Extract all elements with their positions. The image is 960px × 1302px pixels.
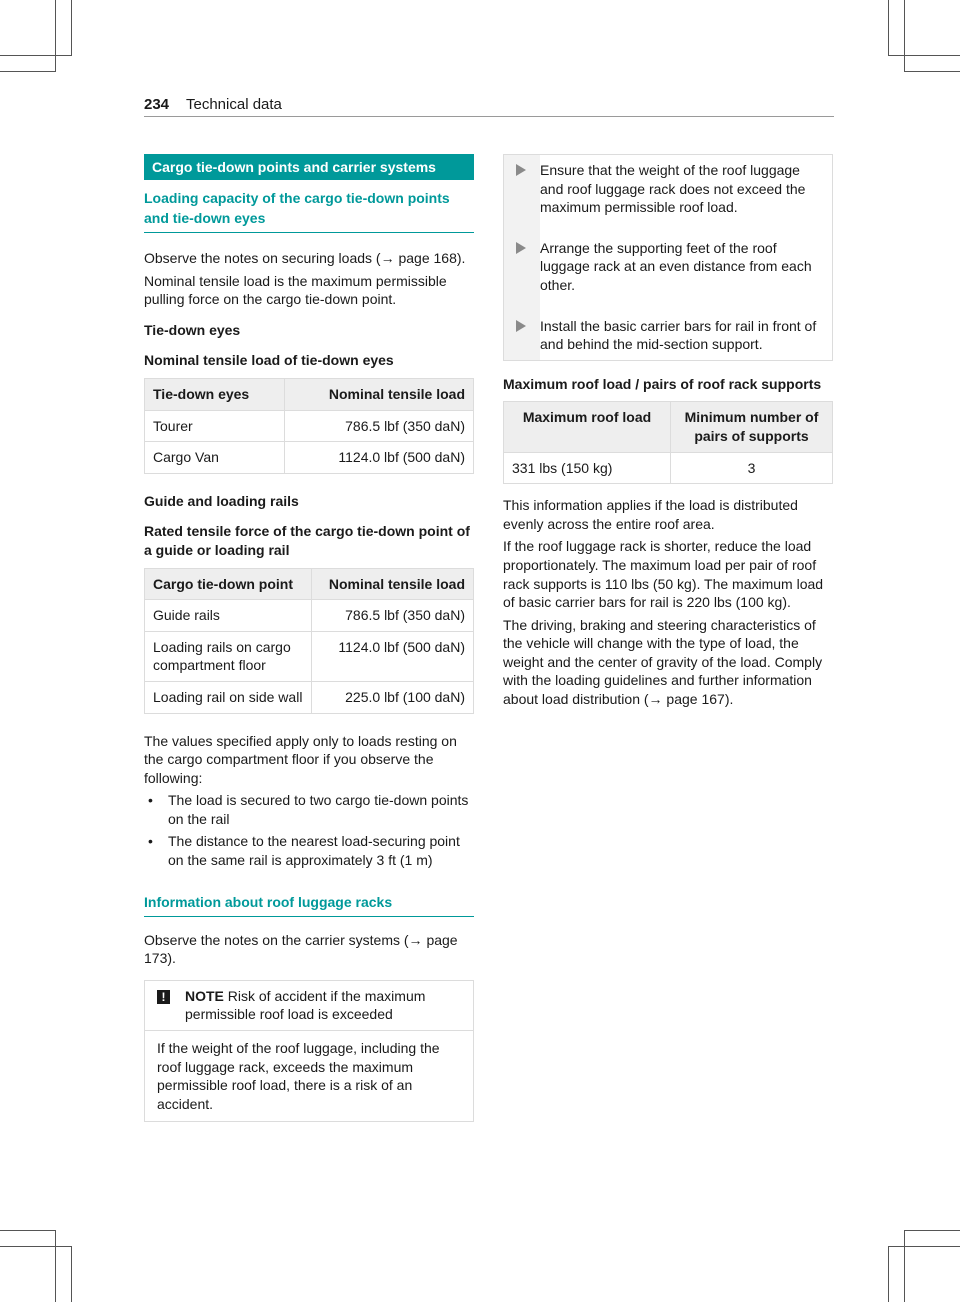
conditions-list <box>144 791 474 869</box>
crop-mark <box>888 1246 960 1247</box>
step-arrow-icon <box>516 164 526 176</box>
table-cell: 786.5 lbf (350 daN) <box>284 410 473 442</box>
table-row <box>145 410 474 442</box>
table-header: Nominal tensile load <box>312 568 474 600</box>
info-text-2: If the roof luggage rack is shorter, reduce the load proportionately. The maximum load per pair of roof rack supports is 110 lbs (50 kg). The maximum load of basic carrier bars for rail is 220 lbs (100 kg). <box>503 538 824 611</box>
observe-notes-text: Observe the notes on securing loads (→ page 168). <box>144 250 466 266</box>
table-cell: 1124.0 lbf (500 daN) <box>312 631 474 681</box>
nominal-load-text: Nominal tensile load is the maximum permissible pulling force on the cargo tie-down point. <box>144 272 447 308</box>
table-cell: Loading rail on side wall <box>145 681 312 713</box>
table-header: Minimum number of pairs of supports <box>671 402 833 452</box>
list-item: • The load is secured to two cargo tie-down points on the rail <box>144 791 474 828</box>
table-cell: 331 lbs (150 kg) <box>504 452 671 484</box>
crop-mark <box>904 71 960 72</box>
table-cell: 225.0 lbf (100 daN) <box>312 681 474 713</box>
values-text: The values specified apply only to loads resting on the cargo compartment floor if you observe the following: <box>144 732 457 786</box>
list-item: • The distance to the nearest load-securing point on the same rail is approximately 3 ft (1 m) <box>144 832 474 869</box>
table-cell: 3 <box>671 452 833 484</box>
note-box <box>144 980 474 1123</box>
table-cell: 1124.0 lbf (500 daN) <box>284 442 473 474</box>
note-title: Risk of accident if the maximum permissible roof load is exceeded <box>185 987 426 1023</box>
page-number: 234 <box>144 96 170 113</box>
crop-mark <box>0 55 72 56</box>
step-item <box>504 161 832 217</box>
table-header: Tie-down eyes <box>145 378 285 410</box>
step-text: Ensure that the weight of the roof luggage and roof luggage rack does not exceed the maximum permissible roof load. <box>540 162 806 216</box>
crop-mark <box>55 1230 56 1302</box>
crop-mark <box>888 55 960 56</box>
table-row <box>145 631 474 681</box>
observe-carrier-text: Observe the notes on the carrier systems (→ page 173). <box>144 931 458 967</box>
table-cell: Cargo Van <box>145 442 285 474</box>
step-arrow-icon <box>516 242 526 254</box>
table-row <box>145 681 474 713</box>
table-row <box>145 442 474 474</box>
rails-table <box>144 568 474 714</box>
table-cell: Loading rails on cargo compartment floor <box>145 631 312 681</box>
page-header <box>144 94 834 117</box>
rails-table-heading: Rated tensile force of the cargo tie-down point of a guide or loading rail <box>144 523 470 558</box>
crop-mark <box>904 0 905 72</box>
subsection-title-roof-racks: Information about roof luggage racks <box>144 892 474 917</box>
crop-mark <box>0 71 56 72</box>
crop-mark <box>904 1230 960 1231</box>
subsection-title-loading-capacity: Loading capacity of the cargo tie-down points and tie-down eyes <box>144 188 474 233</box>
step-text: Arrange the supporting feet of the roof luggage rack at an even distance from each other. <box>540 239 812 293</box>
tie-down-eyes-table <box>144 378 474 474</box>
eyes-heading: Tie-down eyes <box>144 321 241 338</box>
table-header: Maximum roof load <box>504 402 671 452</box>
step-item <box>504 317 832 354</box>
step-item <box>504 239 832 295</box>
step-arrow-icon <box>516 320 526 332</box>
table-cell: Guide rails <box>145 600 312 632</box>
roof-load-table-heading: Maximum roof load / pairs of roof rack supports <box>503 375 822 392</box>
table-header: Cargo tie-down point <box>145 568 312 600</box>
table-cell: 786.5 lbf (350 daN) <box>312 600 474 632</box>
right-column <box>503 154 833 709</box>
crop-mark <box>888 1246 889 1302</box>
crop-mark <box>71 0 72 56</box>
chapter-title: Technical data <box>186 96 282 113</box>
note-label: NOTE <box>185 987 224 1004</box>
info-text-1: This information applies if the load is distributed evenly across the entire roof area. <box>503 497 798 532</box>
crop-mark <box>0 1230 56 1231</box>
crop-mark <box>55 0 56 72</box>
crop-mark <box>0 1246 72 1247</box>
roof-load-table <box>503 401 833 484</box>
info-text-3: The driving, braking and steering characteristics of the vehicle will change with the type of load, the weight and the center of gravity of the load. Comply with the loading guidelines and further information about load distribution (→ page 167). <box>503 616 823 708</box>
instruction-steps <box>503 154 833 361</box>
note-body: If the weight of the roof luggage, including the roof luggage rack, exceeds the maximum permissible roof load, there is a risk of an accident. <box>157 1040 440 1112</box>
crop-mark <box>71 1246 72 1302</box>
table-cell: Tourer <box>145 410 285 442</box>
section-title: Cargo tie-down points and carrier systems <box>144 154 474 180</box>
left-column <box>144 154 474 1122</box>
eyes-table-heading: Nominal tensile load of tie-down eyes <box>144 352 394 369</box>
step-text: Install the basic carrier bars for rail in front of and behind the mid-section support. <box>540 317 817 353</box>
crop-mark <box>888 0 889 56</box>
table-row <box>504 452 833 484</box>
table-header: Nominal tensile load <box>284 378 473 410</box>
crop-mark <box>904 1230 905 1302</box>
table-row <box>145 600 474 632</box>
warning-icon: ! <box>157 990 170 1004</box>
rails-heading: Guide and loading rails <box>144 492 299 509</box>
